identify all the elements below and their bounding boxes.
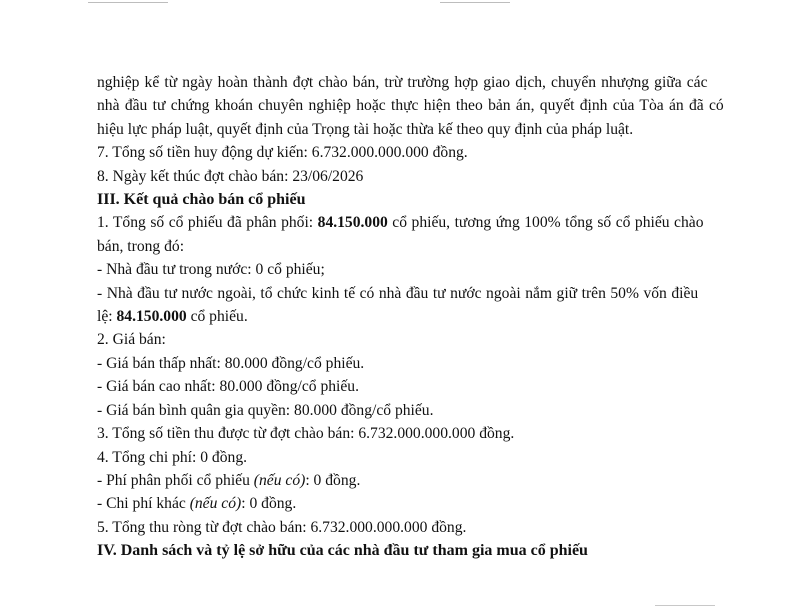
price-max: - Giá bán cao nhất: 80.000 đồng/cổ phiếu. (97, 378, 359, 396)
item-1-prefix: 1. Tổng số cổ phiếu đã phân phối: (97, 214, 318, 232)
intro-line: nhà đầu tư chứng khoán chuyên nghiệp hoặc thực hiện theo bản án, quyết định của Tòa án đã có (97, 97, 724, 115)
fee-other (97, 492, 737, 515)
item-4-total-cost: 4. Tổng chi phí: 0 đồng. (97, 448, 248, 466)
foreign-prefix: lệ: (97, 308, 117, 326)
fee-distribution-suffix: : 0 đồng. (305, 471, 361, 489)
section-4-heading: IV. Danh sách và tỷ lệ sở hữu của các nhà đầu tư tham gia mua cổ phiếu (97, 542, 588, 560)
fee-other-prefix: - Chi phí khác (97, 495, 190, 513)
intro-line: hiệu lực pháp luật, quyết định của Trọng tài hoặc thừa kế theo quy định của pháp luật. (97, 120, 634, 138)
fee-distribution-prefix: - Phí phân phối cổ phiếu (97, 471, 254, 489)
item-7-total-expected: 7. Tổng số tiền huy động dự kiến: 6.732.000.000.000 đồng. (97, 144, 468, 162)
scan-edge-mark (655, 605, 715, 606)
price-avg: - Giá bán bình quân gia quyền: 80.000 đồng/cổ phiếu. (97, 401, 434, 419)
intro-line: nghiệp kể từ ngày hoàn thành đợt chào bán, trừ trường hợp giao dịch, chuyển nhượng giữa các (97, 74, 708, 91)
domestic-investors: - Nhà đầu tư trong nước: 0 cổ phiếu; (97, 261, 325, 279)
item-1-value: 84.150.000 (317, 214, 388, 232)
item-8-end-date: 8. Ngày kết thúc đợt chào bán: 23/06/2026 (97, 167, 364, 185)
item-3-total-proceeds: 3. Tổng số tiền thu được từ đợt chào bán: 6.732.000.000.000 đồng. (97, 425, 515, 443)
section-3-heading: III. Kết quả chào bán cổ phiếu (97, 191, 306, 209)
price-min: - Giá bán thấp nhất: 80.000 đồng/cổ phiếu. (97, 354, 365, 372)
item-5-net-proceeds: 5. Tổng thu ròng từ đợt chào bán: 6.732.000.000.000 đồng. (97, 518, 467, 536)
foreign-suffix: cổ phiếu. (186, 308, 248, 326)
fee-other-note: (nếu có) (189, 495, 242, 513)
fee-other-suffix: : 0 đồng. (241, 495, 297, 513)
document-page (97, 71, 737, 563)
fee-distribution-note: (nếu có) (253, 471, 306, 489)
item-1-suffix: cổ phiếu, tương ứng 100% tổng số cổ phiếu chào (387, 214, 704, 232)
scan-edge-mark (440, 2, 510, 3)
item-1-line-2: bán, trong đó: (97, 237, 185, 255)
foreign-investors-line-1: - Nhà đầu tư nước ngoài, tổ chức kinh tế có nhà đầu tư nước ngoài nắm giữ trên 50% vốn điều (97, 284, 699, 302)
item-2-price-heading: 2. Giá bán: (97, 331, 166, 349)
item-1-shares-distributed (97, 211, 737, 234)
foreign-value: 84.150.000 (116, 308, 187, 326)
fee-distribution (97, 469, 737, 492)
foreign-investors-line-2 (97, 305, 737, 328)
scan-edge-mark (88, 2, 168, 3)
